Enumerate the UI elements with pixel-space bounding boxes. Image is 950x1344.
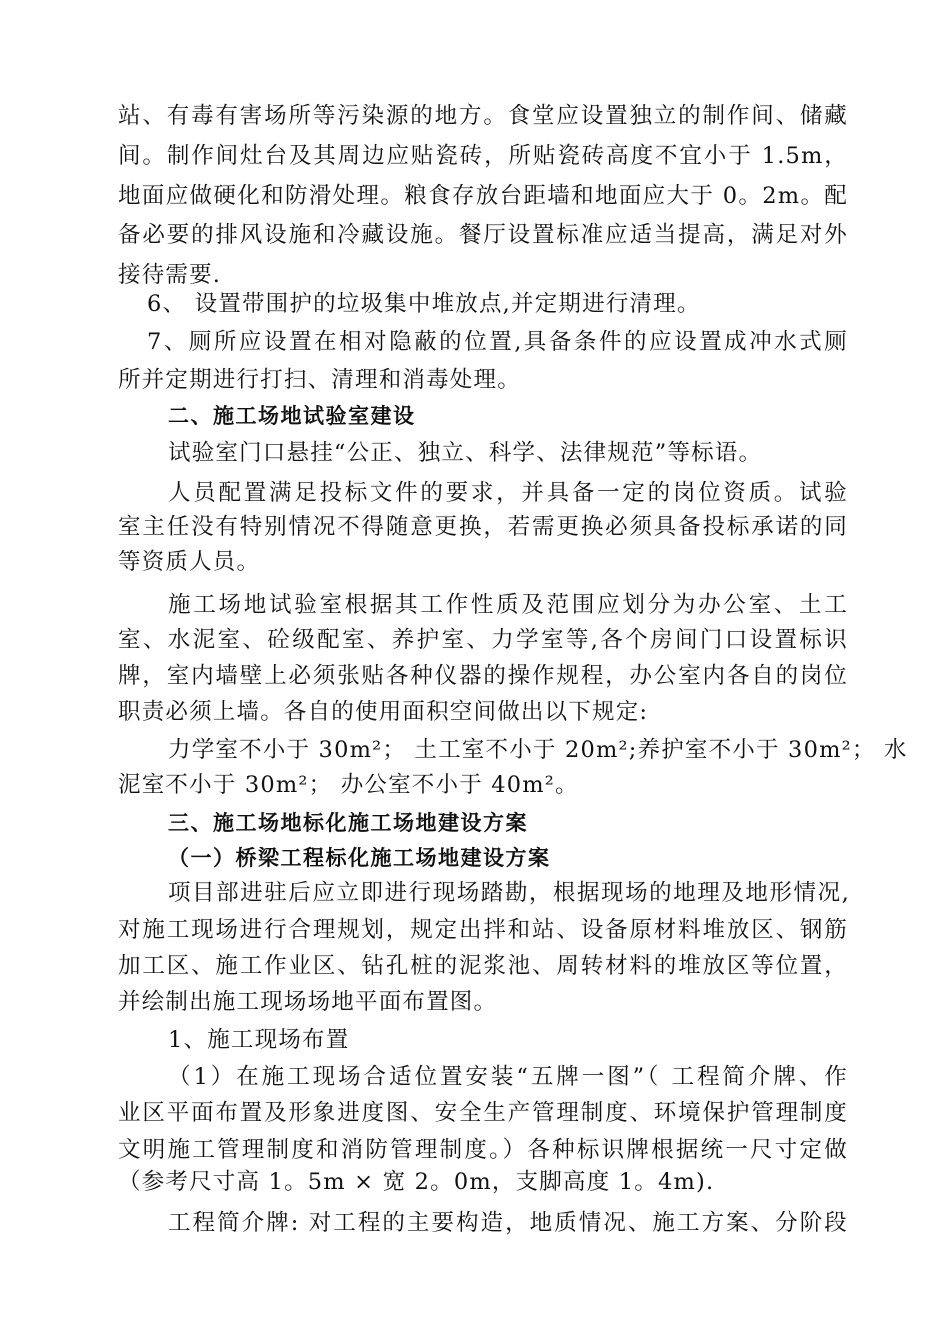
text-line: 试验室门口悬挂“公正、独立、科学、法律规范”等标语。 bbox=[168, 440, 763, 466]
text-line: 文明施工管理制度和消防管理制度。）各种标识牌根据统一尺寸定做 bbox=[118, 1137, 848, 1163]
text-line: 所并定期进行打扫、清理和消毒处理。 bbox=[118, 367, 521, 393]
text-line: 人员配置满足投标文件的要求，并具备一定的岗位资质。试验 bbox=[168, 480, 848, 506]
list-item-6: 6、 设置带围护的垃圾集中堆放点,并定期进行清理。 bbox=[147, 291, 701, 317]
section-heading: 三、施工场地标化施工场地建设方案 bbox=[168, 811, 528, 835]
text-line: 业区平面布置及形象进度图、安全生产管理制度、环境保护管理制度 bbox=[118, 1100, 848, 1126]
text-line: 室、水泥室、砼级配室、养护室、力学室等,各个房间门口设置标识 bbox=[118, 627, 848, 653]
text-line: 职责必须上墙。各自的使用面积空间做出以下规定: bbox=[118, 699, 649, 725]
text-line: 泥室不小于 30m²； 办公室不小于 40m²。 bbox=[118, 772, 579, 798]
text-line: 工程简介牌: 对工程的主要构造，地质情况、施工方案、分阶段 bbox=[168, 1210, 848, 1236]
text-line: 地面应做硬化和防滑处理。粮食存放台距墙和地面应大于 0。2m。配 bbox=[118, 183, 848, 209]
text-line: 力学室不小于 30m²； 土工室不小于 20m²;养护室不小于 30m²； 水 bbox=[168, 737, 908, 763]
text-line: 牌，室内墙壁上必须张贴各种仪器的操作规程，办公室内各自的岗位 bbox=[118, 663, 848, 689]
text-line: 备必要的排风设施和冷藏设施。餐厅设置标准应适当提高，满足对外 bbox=[118, 222, 848, 248]
text-line: （参考尺寸高 1。5m × 宽 2。0m，支脚高度 1。4m). bbox=[118, 1169, 715, 1195]
subsection-heading: （一）桥梁工程标化施工场地建设方案 bbox=[168, 846, 551, 870]
text-line: （1）在施工现场合适位置安装“五牌一图”（ 工程简介牌、作 bbox=[168, 1064, 848, 1090]
text-line: 接待需要. bbox=[118, 262, 222, 288]
text-line: 室主任没有特别情况不得随意更换，若需更换必须具备投标承诺的同 bbox=[118, 514, 848, 540]
text-line: 加工区、施工作业区、钻孔桩的泥浆池、周转材料的堆放区等位置， bbox=[118, 953, 848, 979]
text-line: 1、施工现场布置 bbox=[168, 1027, 350, 1053]
text-line: 并绘制出施工现场场地平面布置图。 bbox=[118, 989, 498, 1015]
text-line: 对施工现场进行合理规划，规定出拌和站、设备原材料堆放区、钢筋 bbox=[118, 917, 848, 943]
text-line: 站、有毒有害场所等污染源的地方。食堂应设置独立的制作间、储藏 bbox=[118, 103, 848, 129]
text-line: 施工场地试验室根据其工作性质及范围应划分为办公室、土工 bbox=[168, 592, 848, 618]
section-heading: 二、施工场地试验室建设 bbox=[168, 404, 416, 428]
text-line: 项目部进驻后应立即进行现场踏勘，根据现场的地理及地形情况, bbox=[168, 880, 850, 906]
list-item-7: 7、厕所应设置在相对隐蔽的位置,具备条件的应设置成冲水式厕 bbox=[147, 329, 848, 355]
text-line: 等资质人员。 bbox=[118, 549, 261, 575]
text-line: 间。制作间灶台及其周边应贴瓷砖，所贴瓷砖高度不宜小于 1.5m， bbox=[118, 143, 848, 169]
